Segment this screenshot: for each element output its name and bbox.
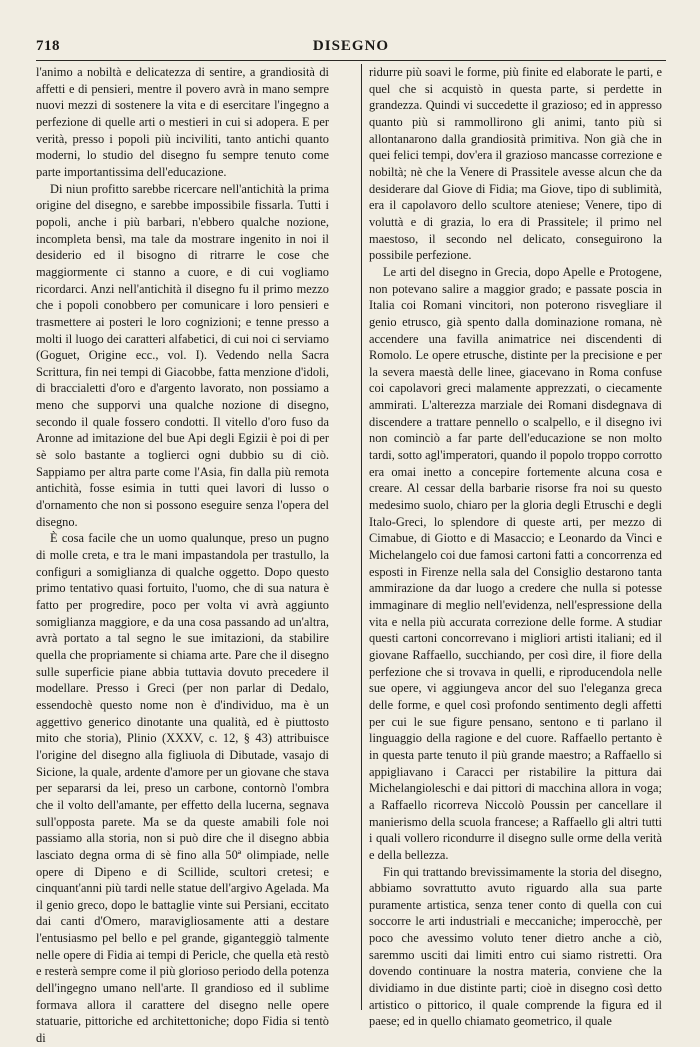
column-divider <box>361 64 362 1010</box>
left-column <box>36 64 329 1046</box>
page-number: 718 <box>36 38 60 54</box>
paragraph: Fin qui trattando brevissimamente la storia del disegno, abbiamo sovrattutto avuto riguardo alla sua parte puramente artistica, senza tener conto di quella con cui soccorre le arti industriali e meccaniche; imperocchè, per poco che avessimo voluto tener dietro anche a ciò, saremmo usciti dai limiti entro cui siamo ristretti. Ora dovendo continuare la nostra materia, conviene che la dividiamo in due distinte parti; cioè in disegno così detto artistico o pittorico, il quale comprende la figura ed il paese; ed in quello chiamato geometrico, il quale <box>369 864 662 1029</box>
paragraph: È cosa facile che un uomo qualunque, preso un pugno di molle creta, e tra le mani impastandola per trastullo, la configuri a somiglianza di qualche oggetto. Dopo questo primo tentativo quasi fortuito, l'uomo, che di sua natura è fatto per progredire, poco per volta vi avrà aggiunto somiglianza maggiore, e da una cosa passando ad un'altra, avrà portato a tal segno le sue imitazioni, da stabilire quella che propriamente si chiama arte. Pare che il disegno sulle superficie piane abbia tuttavia dovuto precedere il modellare. Presso i Greci (per non parlar di Dedalo, essendochè questo nome non è d'individuo, ma è un aggettivo generico dinotante una qualità, ed è piuttosto mito che storia), Plinio (XXXV, c. 12, § 43) attribuisce l'origine del disegno alla figliuola di Dibutade, vasajo di Sicione, la quale, ardente d'amore per un giovane che stava per separarsi da lei, preso un carbone, contornò l'ombra che il volto dell'amante, per effetto della lucerna, segnava sull'opposta parete. Ma se da queste amabili fole noi passiamo alla storia, non si può dire che il disegno abbia lasciato degna orma di sè fino alla 50ª olimpiade, nelle opere di Dipeno e di Scillide, scultori cretesi; e cinquant'anni più tardi nelle statue dell'argivo Agelada. Ma il genio greco, dopo le battaglie vinte sui Persiani, eccitato dai canti d'Omero, maravigliosamente atti a destare l'entusiasmo pel bello e pel grande, giganteggiò talmente nelle opere di Fidia ai tempi di Pericle, che quella età restò e resterà sempre come il più glorioso periodo della potenza dell'ingegno umano nell'arte. Il grandioso ed il sublime formava allora il carattere del disegno nelle opere statuarie, pittoriche ed architettoniche; dopo Fidia si tentò di <box>36 531 329 1046</box>
paragraph: Le arti del disegno in Grecia, dopo Apelle e Protogene, non potevano salire a maggior grado; e passate poscia in Italia coi Romani vincitori, non poterono risvegliare il genio etrusco, già spento dalla dominazione romana, nè accendere una favilla animatrice nei discendenti di Romolo. Le opere etrusche, distinte per la precisione e per la severa maestà delle linee, giacevano in Roma confuse coi capolavori greci malamente apprezzati, o ciecamente ammirati. L'alterezza marziale dei Romani disdegnava di discendere a trattare pennello o scalpello, e il disegno ivi non cominciò a far parte dell'educazione se non molto tardi, sotto agl'imperatori, quando il popolo troppo corrotto era omai inetto a concepire fortemente alcuna cosa e creare. Al cessar della barbarie risorse fra noi su questo medesimo suolo, chiaro per la gloria degli Etruschi e degli Italo-Greci, lo splendore di queste arti, per mezzo di Cimabue, di Giotto e di Masaccio; e Leonardo da Vinci e Michelangelo coi due famosi cartoni fatti a concorrenza ed esposti in Firenze nella sala del Consiglio destarono tanta ammirazione da dar luogo a credere che nulla si potesse immaginare di meglio nell'evidenza, nell'espressione della vita e nella più accurata correzione delle forme. A studiar questi cartoni concorrevano i migliori artisti italiani; ed il giovane Raffaello, succhiando, per così dire, il fiore della perfezione che si trovava in quelli, e riproducendola nelle sue opere, vi aggiungeva ancor del suo l'eleganza greca delle forme, e quel così profondo sentimento degli affetti per cui le sue figure pensano, sentono e ti parlano il linguaggio della ragione e del cuore. Raffaello pertanto è in questa parte tenuto il più grande maestro; a Raffaello si appigliavano i Caracci per ristabilire la pittura dai Michelangioleschi e dai pittori di macchina allora in voga; a Raffaello ricorreva Niccolò Poussin per cancellare il manierismo della scuola francese; a Raffaello gli altri tutti i quali vollero ricondurre il disegno sulle orme della verità e della bellezza. <box>369 264 663 862</box>
page-header <box>36 38 666 61</box>
paragraph: Di niun profitto sarebbe ricercare nell'antichità la prima origine del disegno, e sarebbe impossibile fissarla. Tutti i popoli, anche i più barbari, n'ebbero qualche nozione, incompleta bensì, ma tale da mostrare ingenito in noi il desiderio ed il bisogno di ritrarre le cose che maggiormente ci stanno a cuore, e di cui vogliamo ricordarci. Anzi nell'antichità il disegno fu il primo mezzo che i popoli conobbero per comunicare i loro pensieri e trasmettere ai posteri le loro cognizioni; e tenne presso a molti il luogo dei caratteri alfabetici, di cui noi ci serviamo (Goguet, Origine ecc., vol. I). Vedendo nella Sacra Scrittura, fin nei tempi di Giacobbe, fatta menzione d'idoli, di braccialetti d'oro e d'argento lavorato, non possiamo a meno che supporvi una qualche nozione di disegno, secondo il quale fossero condotti. Il vitello d'oro fuso da Aronne ad imitazione del bue Api degli Egizii è poi di per sè solo bastante a toglierci ogni dubbio su di ciò. Sappiamo per altra parte come l'Asia, fin dalla più remota antichità, fosse esimia in tutti quei lavori di lusso o d'ornamento che non si possono eseguire senza l'opera del disegno. <box>36 181 329 529</box>
paragraph: l'animo a nobiltà e delicatezza di sentire, a grandiosità di affetti e di pensieri, mentre il povero avrà in mano sempre nuovi mezzi di sostenere la vita e di esercitare l'ingegno a perfezione di quelle arti o mestieri in cui si adopera. E per verità, presso i popoli più inciviliti, tanto antichi quanto moderni, lo studio del disegno fu sempre tenuto come parte importantissima dell'educazione. <box>36 65 329 179</box>
paragraph: ridurre più soavi le forme, più finite ed elaborate le parti, e quel che si acquistò in questa parte, si perdette in grandezza. Quindi vi succedette il grazioso; ed in appresso quanto più si rammollirono gli animi, tanto più si allontanarono dalla grandiosità primitiva. Non già che in quei felici tempi, dov'era il grazioso mancasse correzione e nobiltà; nè che la Venere di Prassitele avesse alcun che da desiderare dal Giove di Fidia; ma Giove, tipo di sublimità, era il capolavoro dello scultore ateniese; Venere, tipo di voluttà e di grazia, lo era di Prassitele; il primo nel maestoso, il secondo nel delicato, conseguirono la possibile perfezione. <box>369 65 662 263</box>
right-column <box>369 64 663 1029</box>
running-title: DISEGNO <box>312 38 390 54</box>
